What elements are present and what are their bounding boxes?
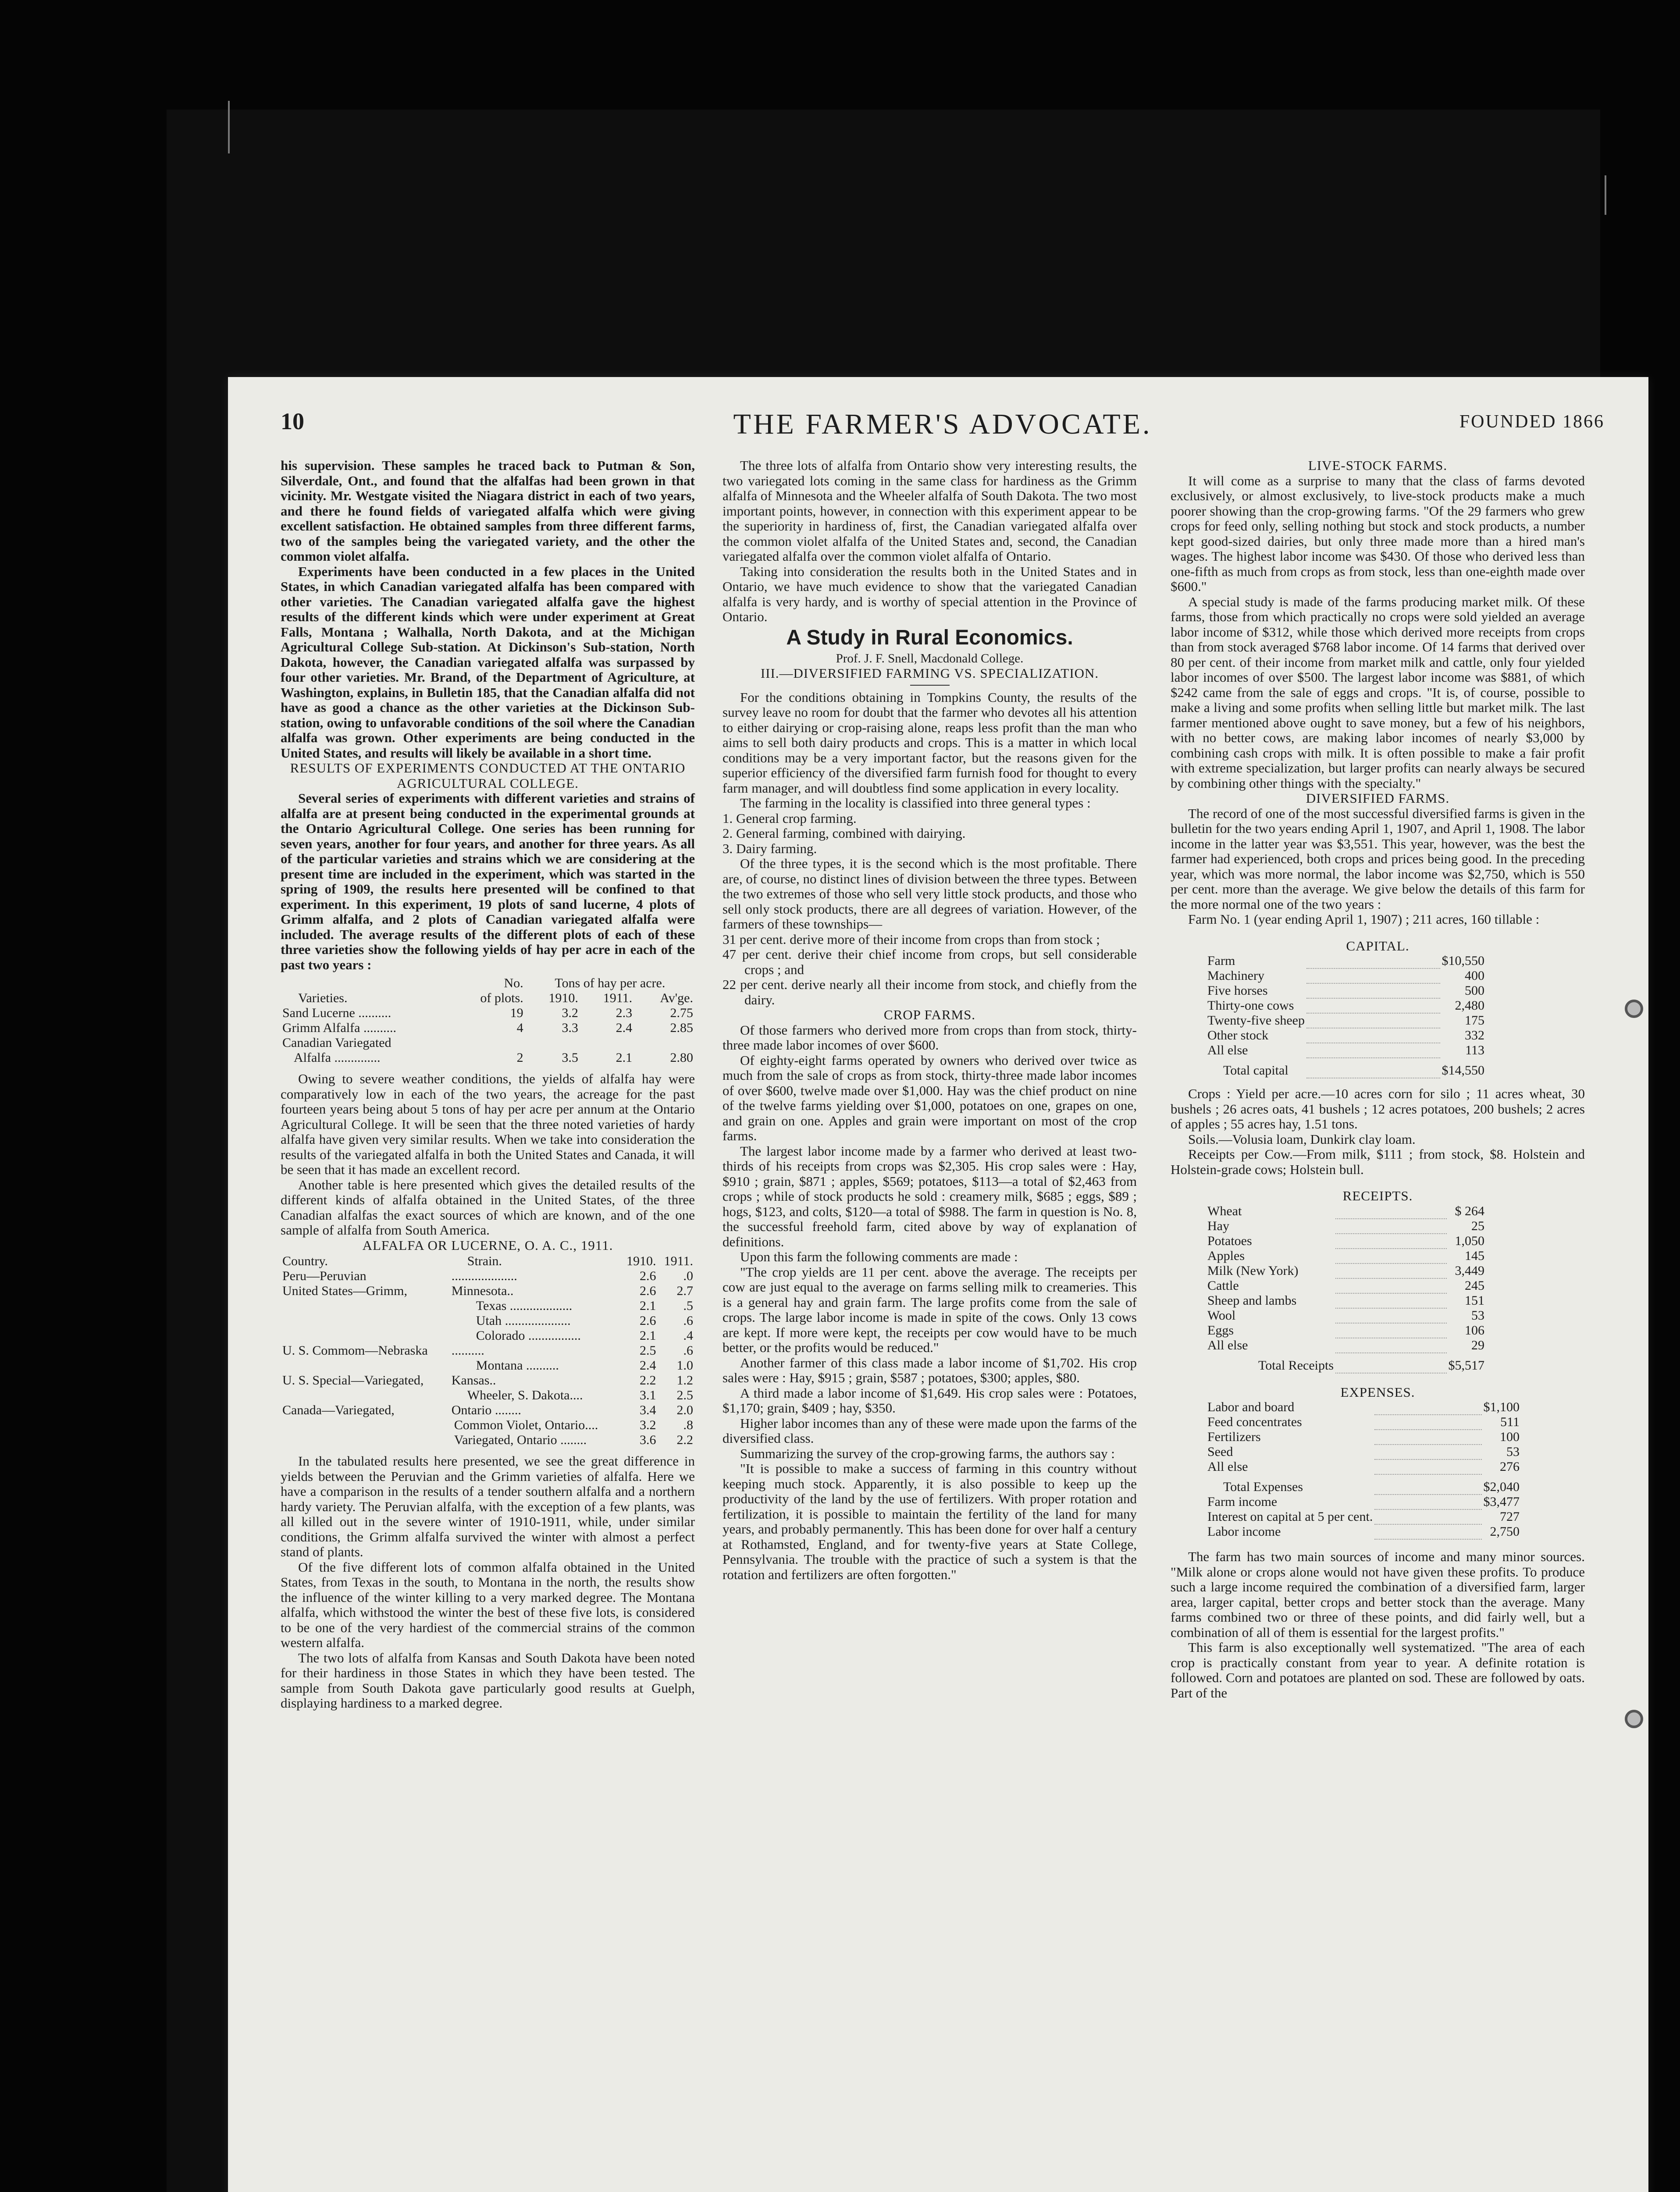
table-cell: U. S. Commom—Nebraska bbox=[282, 1343, 428, 1358]
table-row bbox=[1206, 998, 1486, 1013]
table-cell: 3,449 bbox=[1455, 1263, 1484, 1278]
table-row bbox=[281, 1403, 695, 1418]
table-row bbox=[281, 1021, 695, 1036]
table-cell: 2.85 bbox=[670, 1021, 693, 1035]
strain-table bbox=[281, 1254, 695, 1448]
table-cell: 3.1 bbox=[639, 1388, 656, 1402]
table-cell: 511 bbox=[1500, 1415, 1520, 1429]
paragraph: Of those farmers who derived more from crops than from stock, thirty-three made labor incomes of over $600. bbox=[723, 1022, 1137, 1053]
table-cell: 145 bbox=[1465, 1248, 1484, 1263]
table-cell: 727 bbox=[1500, 1509, 1520, 1524]
table-cell: 2.4 bbox=[639, 1358, 656, 1373]
table-header: Av'ge. bbox=[660, 991, 693, 1005]
list-item: 3. Dairy farming. bbox=[723, 840, 817, 856]
table-cell: 2.6 bbox=[639, 1313, 656, 1328]
paragraph: The farm has two main sources of income and many minor sources. "Milk alone or crops alone would not have given these profits. To produce such a large income required the combination of a diversified farm, larger area, larger capital, better crops and better stock than the average. Many farms combined two or three of these points, and did fairly well, but a combination of all of them is essential for the largest profits." bbox=[1171, 1549, 1585, 1640]
binding-hole bbox=[1625, 1000, 1643, 1018]
table-cell: 151 bbox=[1465, 1293, 1484, 1308]
table-cell: .5 bbox=[683, 1299, 693, 1313]
table-row bbox=[1206, 1323, 1486, 1338]
table-header: Varieties. bbox=[298, 991, 348, 1005]
table-cell: $2,040 bbox=[1483, 1480, 1520, 1494]
table-cell: Grimm Alfalfa .......... bbox=[282, 1021, 396, 1035]
table-cell: Fertilizers bbox=[1207, 1430, 1261, 1444]
quote: "It is possible to make a success of farming in this country without keeping much stock. Apparently, it is also possible to keep up the productivity of the land by the use of fertilizers. With proper rotation and fertilization, it is possible to maintain the fertility of the land for many years, and probably permanently. This has been done for over half a century at Rothamsted, England, and for twenty-five years at State College, Pennsylvania. The trouble with the practice of such a system is that the rotation and fertilizers are often forgotten." bbox=[723, 1461, 1137, 1582]
article-title: A Study in Rural Economics. bbox=[786, 626, 1073, 649]
table-header: 1911. bbox=[664, 1254, 693, 1268]
table-row bbox=[1206, 1415, 1521, 1430]
paragraph: The largest labor income made by a farmer who derived at least two-thirds of his receipts from crops was $2,305. His crop sales were : Hay, $910 ; grain, $871 ; apples, $569; potatoes, $113—a total of $2,463 from crops ; while of stock products he sold : creamery milk, $685 ; eggs, $89 ; hogs, $123, and colts, $120—a total of $988. The farm in question is No. 8, the successful freehold farm, cited above by way of explanation of definitions. bbox=[723, 1143, 1137, 1249]
table-total-row bbox=[1206, 1353, 1486, 1373]
table-row bbox=[281, 1433, 695, 1448]
table-cell: 1,050 bbox=[1455, 1233, 1484, 1248]
table-cell: $14,550 bbox=[1442, 1063, 1484, 1078]
table-cell: 2.1 bbox=[639, 1328, 656, 1343]
table-header: No. bbox=[504, 976, 523, 990]
paragraph: Of the three types, it is the second which is the most profitable. There are, of course, no distinct lines of division between the three types. Between the two extremes of those who sell very little stock products, and those who sell only stock products, there are all degrees of variation. However, of the farmers of these townships— bbox=[723, 856, 1137, 932]
table-row bbox=[1206, 1430, 1521, 1445]
paragraph: The farming in the locality is classified into three general types : bbox=[740, 795, 1091, 811]
column-3 bbox=[1171, 458, 1585, 1701]
table-row bbox=[1206, 968, 1486, 983]
table-cell: Utah .................... bbox=[476, 1313, 571, 1328]
list-item: 1. General crop farming. bbox=[723, 810, 857, 826]
table-cell bbox=[281, 1418, 450, 1433]
section-heading: RESULTS OF EXPERIMENTS CONDUCTED AT THE ONTARIO AGRICULTURAL COLLEGE. bbox=[290, 760, 686, 791]
table-cell: 2.75 bbox=[670, 1006, 693, 1020]
founded-note: FOUNDED 1866 bbox=[1459, 412, 1605, 432]
paragraph: Another table is here presented which gives the detailed results of the different kinds of alfalfa obtained in the United States, of the three Canadian alfalfas the exact sources of which are known, and of the one sample of alfalfa from South America. bbox=[281, 1177, 695, 1238]
masthead-title: THE FARMER'S ADVOCATE. bbox=[733, 408, 1152, 440]
table-cell: 19 bbox=[510, 1006, 523, 1020]
table-cell: 2.6 bbox=[639, 1269, 656, 1283]
table-row bbox=[1206, 1509, 1521, 1524]
table-cell: .......... bbox=[451, 1343, 484, 1358]
binding-hole bbox=[1625, 1710, 1643, 1728]
table-cell: 2,480 bbox=[1455, 998, 1484, 1013]
table-row bbox=[1206, 1400, 1521, 1415]
table-cell: United States—Grimm, bbox=[282, 1284, 407, 1298]
divider bbox=[910, 685, 950, 686]
table-cell: Alfalfa .............. bbox=[294, 1050, 381, 1065]
paragraph: Of the five different lots of common alfalfa obtained in the United States, from Texas in the south, to Montana in the north, the results show the influence of the winter killing to a very marked degree. The Montana alfalfa, which withstood the winter the best of these five lots, is considered to be one of the very hardiest of the commercial strains of the common western alfalfa. bbox=[281, 1559, 695, 1650]
table-cell bbox=[281, 1313, 450, 1328]
paragraph: For the conditions obtaining in Tompkins County, the results of the survey leave no room for doubt that the farmer who devotes all his attention to either dairying or crop-raising alone, reaps less profit than the man who aims to sell both dairy products and crops. This is a matter in which local conditions may be a very important factor, but the reasons given for the superior efficiency of the diversified farm furnish food for thought to every farm manager, and will doubtless find some application in every locality. bbox=[723, 689, 1137, 796]
table-cell: Total capital bbox=[1223, 1063, 1288, 1078]
table-row bbox=[1206, 1263, 1486, 1278]
table-row bbox=[281, 1343, 695, 1358]
paragraph: Summarizing the survey of the crop-growing farms, the authors say : bbox=[740, 1445, 1115, 1461]
table-cell: 2.2 bbox=[639, 1373, 656, 1388]
table-cell: Canada—Variegated, bbox=[282, 1403, 395, 1417]
table-cell bbox=[281, 1388, 450, 1403]
section-heading: CROP FARMS. bbox=[883, 1007, 976, 1022]
paragraph: Crops : Yield per acre.—10 acres corn for silo ; 11 acres wheat, 30 bushels ; 26 acres oats, 41 bushels ; 12 acres potatoes, 200 bushels; 2 acres of apples ; 55 acres hay, 1.51 tons. bbox=[1171, 1086, 1585, 1132]
table-cell: 25 bbox=[1471, 1218, 1484, 1233]
table-cell: Sand Lucerne .......... bbox=[282, 1006, 392, 1020]
capital-table bbox=[1206, 954, 1486, 1078]
paragraph: his supervision. These samples he traced back to Putman & Son, Silverdale, Ont., and found that the alfalfas had been grown in that vicinity. Mr. Westgate visited the Niagara district in each of two years, and there he found fields of variegated alfalfa which were giving excellent satisfaction. He obtained samples from three different farms, two of the samples being the variegated variety, and the other the common violet alfalfa. bbox=[281, 458, 695, 564]
table-cell: 3.4 bbox=[639, 1403, 656, 1417]
paragraph: This farm is also exceptionally well systematized. "The area of each crop is practically constant from year to year. A definite rotation is followed. Corn and potatoes are planted on sod. These are followed by oats. Part of the bbox=[1171, 1640, 1585, 1701]
section-heading: DIVERSIFIED FARMS. bbox=[1306, 790, 1450, 806]
table-total-row bbox=[1206, 1474, 1521, 1495]
table-header: Strain. bbox=[467, 1254, 502, 1268]
page-header bbox=[281, 408, 1605, 443]
table-cell: 53 bbox=[1471, 1308, 1484, 1323]
table-cell: Five horses bbox=[1207, 983, 1268, 998]
table-cell: .8 bbox=[683, 1418, 693, 1432]
table-row bbox=[281, 1373, 695, 1388]
table-cell: $10,550 bbox=[1442, 954, 1484, 968]
paragraph: Of eighty-eight farms operated by owners who derived over twice as much from the sale of crops as from stock, thirty-three made labor incomes of over $600, twelve made over $1,000. Hay was the chief product on nine of the twelve farms yielding over $1,000, potatoes on one, grapes on one, and grain on one. Apples and grain were important on most of the crop farms. bbox=[723, 1052, 1137, 1143]
table-cell: 332 bbox=[1465, 1028, 1484, 1043]
yield-table bbox=[281, 976, 695, 1065]
table-cell: Apples bbox=[1207, 1248, 1245, 1263]
table-total-row bbox=[1206, 1058, 1486, 1078]
table-cell: 3.6 bbox=[639, 1433, 656, 1447]
table-row bbox=[1206, 1293, 1486, 1308]
table-cell: Montana .......... bbox=[476, 1358, 559, 1373]
table-cell: 2.5 bbox=[676, 1388, 693, 1402]
table-row bbox=[1206, 1204, 1486, 1219]
paragraph: Owing to severe weather conditions, the yields of alfalfa hay were comparatively low in each of the two years, the acreage for the past fourteen years being about 5 tons of hay per acre per annum at the Ontario Agricultural College. It will be seen that the three noted varieties of hardy alfalfa have given very similar results. When we take into consideration the results of the variegated alfalfa in both the United States and Canada, it will be seen that it has made an excellent record. bbox=[281, 1071, 695, 1177]
table-cell: Sheep and lambs bbox=[1207, 1293, 1297, 1308]
table-row bbox=[1206, 1234, 1486, 1249]
table-header: 1910. bbox=[548, 991, 578, 1005]
table-row bbox=[1206, 1043, 1486, 1058]
table-cell bbox=[281, 1358, 450, 1373]
table-cell: 245 bbox=[1465, 1278, 1484, 1293]
table-cell: .................... bbox=[451, 1269, 517, 1283]
table-cell: Seed bbox=[1207, 1445, 1233, 1459]
table-cell: 2.7 bbox=[676, 1284, 693, 1298]
table-cell: Wheat bbox=[1207, 1203, 1242, 1218]
table-cell: Canadian Variegated bbox=[282, 1036, 392, 1050]
column-2 bbox=[723, 458, 1137, 1582]
section-heading: LIVE-STOCK FARMS. bbox=[1308, 458, 1448, 473]
paragraph: Several series of experiments with different varieties and strains of alfalfa are at present being conducted in the experimental grounds at the Ontario Agricultural College. One series has been running for seven years, another for four years, and another for three years. As all of the particular varieties and strains which we are considering at the present time are included in the experiment, which was started in the spring of 1909, the results here presented will be confined to that experiment. In this experiment, 19 plots of sand lucerne, 4 plots of Grimm alfalfa, and 2 plots of Canadian variegated alfalfa were included. The average results of the different plots of each of these three varieties show the following yields of hay per acre in each of the past two years : bbox=[281, 790, 695, 972]
table-cell: 2.2 bbox=[676, 1433, 693, 1447]
table-header: of plots. bbox=[480, 991, 523, 1005]
table-cell: Common Violet, Ontario.... bbox=[454, 1418, 598, 1432]
table-cell: .4 bbox=[683, 1328, 693, 1343]
table-row bbox=[1206, 1219, 1486, 1234]
table-cell: 175 bbox=[1465, 1013, 1484, 1028]
table-cell: Variegated, Ontario ........ bbox=[454, 1433, 587, 1447]
table-row bbox=[1206, 1338, 1486, 1353]
paragraph: A special study is made of the farms producing market milk. Of these farms, those from which practically no crops were sold yielded an average labor income of $312, while those which derived more receipts from crops than from stock averaged $768 labor income. Of 14 farms that derived over 80 per cent. of their income from market milk and cattle, only four yielded labor incomes of over $500. The largest labor income was $881, of which $242 came from the sale of eggs and crops. "It is, of course, possible to make a living and some profits when selling little but market milk. The last farmer mentioned above ought to save money, but a few of his neighbors, with no better cows, are making labor incomes of nearly $3,000 by combining cash crops with milk. It is often possible to make a fair profit with extreme specialization, but larger profits can nearly always be secured by combining other things with the specialty." bbox=[1171, 594, 1585, 791]
table-cell: 100 bbox=[1500, 1430, 1520, 1444]
table-row bbox=[281, 1328, 695, 1343]
list-item: 2. General farming, combined with dairying. bbox=[723, 826, 966, 841]
table-cell: $3,477 bbox=[1483, 1495, 1520, 1509]
table-cell: 2,750 bbox=[1490, 1524, 1520, 1539]
table-row bbox=[1206, 983, 1486, 998]
table-cell: .0 bbox=[683, 1269, 693, 1283]
table-cell: 113 bbox=[1465, 1043, 1484, 1057]
table-row bbox=[1206, 1459, 1521, 1474]
quote: "The crop yields are 11 per cent. above the average. The receipts per cow are just equal to the average on farms selling milk to creameries. This is a general hay and grain farm. The large profits come from the sale of crops. The large labor income is made in spite of the cows. Only 13 cows are kept. If more were kept, the receipts per cow would have to be much better, or the profits would be reduced." bbox=[723, 1264, 1137, 1355]
table-cell: Colorado ................ bbox=[476, 1328, 581, 1343]
table-cell: $1,100 bbox=[1483, 1400, 1520, 1414]
paragraph: Experiments have been conducted in a few places in the United States, in which Canadian variegated alfalfa has been compared with other varieties. The Canadian variegated alfalfa gave the highest results of the different kinds which were under experiment at Great Falls, Montana ; Walhalla, North Dakota, and at the Michigan Agricultural College Sub-station. At Dickinson's Sub-station, North Dakota, however, the Canadian variegated alfalfa was surpassed by four other varieties. Mr. Brand, of the Department of Agriculture, at Washington, explains, in Bulletin 185, that the Canadian alfalfa did not have as good a chance as the other varieties at the Dickinson Sub-station, owing to unfavorable conditions of the soil where the Canadian alfalfa was grown. Other experiments are being conducted in the United States, and results will likely be available in a short time. bbox=[281, 563, 695, 761]
table-row bbox=[1206, 1028, 1486, 1043]
table-row bbox=[1206, 1278, 1486, 1293]
table-row bbox=[281, 1418, 695, 1433]
table-cell bbox=[281, 1299, 450, 1313]
receipts-table bbox=[1206, 1204, 1486, 1374]
paragraph: Farm No. 1 (year ending April 1, 1907) ; 211 acres, 160 tillable : bbox=[1188, 911, 1540, 927]
column-1 bbox=[281, 458, 695, 1711]
table-row bbox=[1206, 1249, 1486, 1263]
table-cell: 1.0 bbox=[676, 1358, 693, 1373]
table-cell: Twenty-five sheep bbox=[1207, 1013, 1305, 1028]
table-cell: All else bbox=[1207, 1459, 1248, 1474]
table-cell: Interest on capital at 5 per cent. bbox=[1207, 1509, 1373, 1524]
table-cell: 2.3 bbox=[616, 1006, 633, 1020]
table-cell: Machinery bbox=[1207, 968, 1264, 983]
table-row bbox=[281, 1050, 695, 1065]
table-cell: 53 bbox=[1506, 1445, 1520, 1459]
paragraph: It will come as a surprise to many that the class of farms devoted exclusively, or almost exclusively, to live-stock products make a much poorer showing than the crop-growing farms. "Of the 29 farmers who grew crops for feed only, selling nothing but stock and stock products, a number kept good-sized dairies, but only three made more than a hired man's wages. The highest labor income was $430. Of those who derived less than one-fifth as much from crops as from stock, less than one-eighth made over $600." bbox=[1171, 473, 1585, 594]
section-heading: III.—DIVERSIFIED FARMING VS. SPECIALIZATION. bbox=[760, 665, 1099, 681]
paragraph: Higher labor incomes than any of these were made upon the farms of the diversified class. bbox=[723, 1415, 1137, 1446]
table-cell: Potatoes bbox=[1207, 1233, 1252, 1248]
table-cell: 2.4 bbox=[616, 1021, 633, 1035]
table-cell: Hay bbox=[1207, 1218, 1229, 1233]
paragraph: 47 per cent. derive their chief income from crops, but sell considerable crops ; and bbox=[723, 947, 1137, 977]
table-cell: Ontario ........ bbox=[451, 1403, 521, 1417]
table-cell: 3.2 bbox=[639, 1418, 656, 1432]
table-row bbox=[281, 1269, 695, 1284]
table-cell: All else bbox=[1207, 1338, 1248, 1352]
table-cell: Farm income bbox=[1207, 1495, 1278, 1509]
table-cell: Peru—Peruvian bbox=[282, 1269, 367, 1283]
table-row bbox=[1206, 1524, 1521, 1539]
table-cell: 276 bbox=[1500, 1459, 1520, 1474]
table-header: Tons of hay per acre. bbox=[555, 976, 666, 990]
film-edge-mark bbox=[228, 101, 230, 153]
table-cell: 3.3 bbox=[562, 1021, 578, 1035]
paragraph: The record of one of the most successful diversified farms is given in the bulletin for the two years ending April 1, 1907, and April 1, 1908. The labor income in the latter year was $3,551. This year, however, was the best the farmer had experienced, both crops and prices being good. In the preceding year, which was more normal, the labor income was $2,750, which is 550 per cent. more than the average. We give below the details of this farm for the more normal one of the two years : bbox=[1171, 805, 1585, 912]
table-cell: 3.5 bbox=[562, 1050, 578, 1065]
paragraph: The two lots of alfalfa from Kansas and South Dakota have been noted for their hardiness in those States in which they have been tested. The sample from South Dakota gave particularly good results at Guelph, displaying hardiness to a marked degree. bbox=[281, 1650, 695, 1711]
table-row bbox=[281, 1358, 695, 1373]
table-cell: U. S. Special—Variegated, bbox=[282, 1373, 424, 1388]
table-cell: Wool bbox=[1207, 1308, 1236, 1323]
table-header: 1910. bbox=[626, 1254, 656, 1268]
table-row bbox=[1206, 1495, 1521, 1509]
table-title: CAPITAL. bbox=[1346, 938, 1409, 954]
paragraph: Another farmer of this class made a labor income of $1,702. His crop sales were : Hay, $915 ; grain, $587 ; potatoes, $300; apples, $80. bbox=[723, 1355, 1137, 1385]
table-cell: Total Expenses bbox=[1223, 1480, 1303, 1494]
table-cell: 3.2 bbox=[562, 1006, 578, 1020]
table-header: Country. bbox=[282, 1254, 328, 1268]
table-cell: Other stock bbox=[1207, 1028, 1269, 1043]
table-row bbox=[281, 1006, 695, 1021]
table-cell: 2.0 bbox=[676, 1403, 693, 1417]
paragraph: A third made a labor income of $1,649. His crop sales were : Potatoes, $1,170; grain, $409 ; hay, $350. bbox=[723, 1385, 1137, 1416]
table-cell: $5,517 bbox=[1448, 1358, 1484, 1373]
table-row bbox=[281, 1313, 695, 1328]
paragraph: The three lots of alfalfa from Ontario show very interesting results, the two variegated lots coming in the same class for hardiness as the Grimm alfalfa of Minnesota and the Wheeler alfalfa of South Dakota. The two most important points, however, in connection with this experiment appear to be the superiority in hardiness of, first, the Canadian variegated alfalfa over the common violet alfalfa of the United States and, second, the Canadian variegated alfalfa over the common violet alfalfa of Ontario. bbox=[723, 458, 1137, 564]
table-cell: Farm bbox=[1207, 954, 1235, 968]
table-cell: Minnesota.. bbox=[451, 1284, 514, 1298]
table-cell: 1.2 bbox=[676, 1373, 693, 1388]
table-cell: Kansas.. bbox=[451, 1373, 496, 1388]
table-cell: .6 bbox=[683, 1313, 693, 1328]
table-cell: Cattle bbox=[1207, 1278, 1239, 1293]
film-edge-mark bbox=[1605, 175, 1606, 215]
table-row bbox=[1206, 1308, 1486, 1323]
table-title: ALFALFA OR LUCERNE, O. A. C., 1911. bbox=[362, 1237, 613, 1253]
table-row bbox=[1206, 954, 1486, 968]
table-cell bbox=[281, 1433, 450, 1448]
table-cell: 2.5 bbox=[639, 1343, 656, 1358]
table-cell: Total Receipts bbox=[1258, 1358, 1334, 1373]
table-cell: Texas ................... bbox=[476, 1299, 573, 1313]
table-header: 1911. bbox=[603, 991, 633, 1005]
table-cell: 29 bbox=[1471, 1338, 1484, 1352]
table-cell: Feed concentrates bbox=[1207, 1415, 1302, 1429]
table-cell: 2.80 bbox=[670, 1050, 693, 1065]
table-cell: 2 bbox=[516, 1050, 523, 1065]
table-cell: Labor and board bbox=[1207, 1400, 1295, 1414]
table-cell: Eggs bbox=[1207, 1323, 1234, 1338]
page-number: 10 bbox=[281, 408, 304, 434]
paragraph: Soils.—Volusia loam, Dunkirk clay loam. bbox=[1188, 1131, 1416, 1147]
table-cell: 500 bbox=[1465, 983, 1484, 998]
table-row bbox=[281, 1036, 695, 1050]
byline: Prof. J. F. Snell, Macdonald College. bbox=[836, 651, 1024, 665]
table-row bbox=[1206, 1445, 1521, 1459]
table-cell: 106 bbox=[1465, 1323, 1484, 1338]
newspaper-page bbox=[228, 377, 1648, 2192]
table-row bbox=[281, 1388, 695, 1403]
table-cell: 2.1 bbox=[616, 1050, 633, 1065]
table-cell: 4 bbox=[516, 1021, 523, 1035]
paragraph: Taking into consideration the results both in the United States and in Ontario, we have much evidence to show that the variegated Canadian alfalfa is very hardy, and is worthy of special attention in the Province of Ontario. bbox=[723, 563, 1137, 624]
table-cell: Wheeler, S. Dakota.... bbox=[467, 1388, 583, 1402]
expenses-table bbox=[1206, 1400, 1521, 1540]
table-row bbox=[1206, 1013, 1486, 1028]
paragraph: 22 per cent. derive nearly all their income from stock, and chiefly from the dairy. bbox=[723, 977, 1137, 1007]
paragraph: Receipts per Cow.—From milk, $111 ; from stock, $8. Holstein and Holstein-grade cows; Holstein bull. bbox=[1171, 1146, 1585, 1177]
table-cell: Milk (New York) bbox=[1207, 1263, 1299, 1278]
table-cell: .6 bbox=[683, 1343, 693, 1358]
table-cell: 2.6 bbox=[639, 1284, 656, 1298]
table-cell bbox=[281, 1328, 450, 1343]
table-row bbox=[281, 1284, 695, 1299]
table-cell: 400 bbox=[1465, 968, 1484, 983]
table-title: EXPENSES. bbox=[1340, 1384, 1415, 1400]
paragraph: 31 per cent. derive more of their income from crops than from stock ; bbox=[723, 931, 1100, 947]
table-cell: All else bbox=[1207, 1043, 1248, 1057]
table-title: RECEIPTS. bbox=[1342, 1188, 1413, 1203]
table-cell: Labor income bbox=[1207, 1524, 1281, 1539]
table-cell: 2.1 bbox=[639, 1299, 656, 1313]
paragraph: In the tabulated results here presented, we see the great difference in yields between the Peruvian and the Grimm varieties of alfalfa. Here we have a comparison in the results of a tender southern alfalfa and a northern hardy variety. The Peruvian alfalfa, with the exception of a few plants, was all killed out in the severe winter of 1910-1911, while, under similar conditions, the Grimm alfalfa survived the winter with almost a perfect stand of plants. bbox=[281, 1453, 695, 1559]
table-cell: Thirty-one cows bbox=[1207, 998, 1294, 1013]
table-row bbox=[281, 1299, 695, 1313]
paragraph: Upon this farm the following comments are made : bbox=[740, 1249, 1018, 1264]
table-cell: $ 264 bbox=[1455, 1203, 1484, 1218]
